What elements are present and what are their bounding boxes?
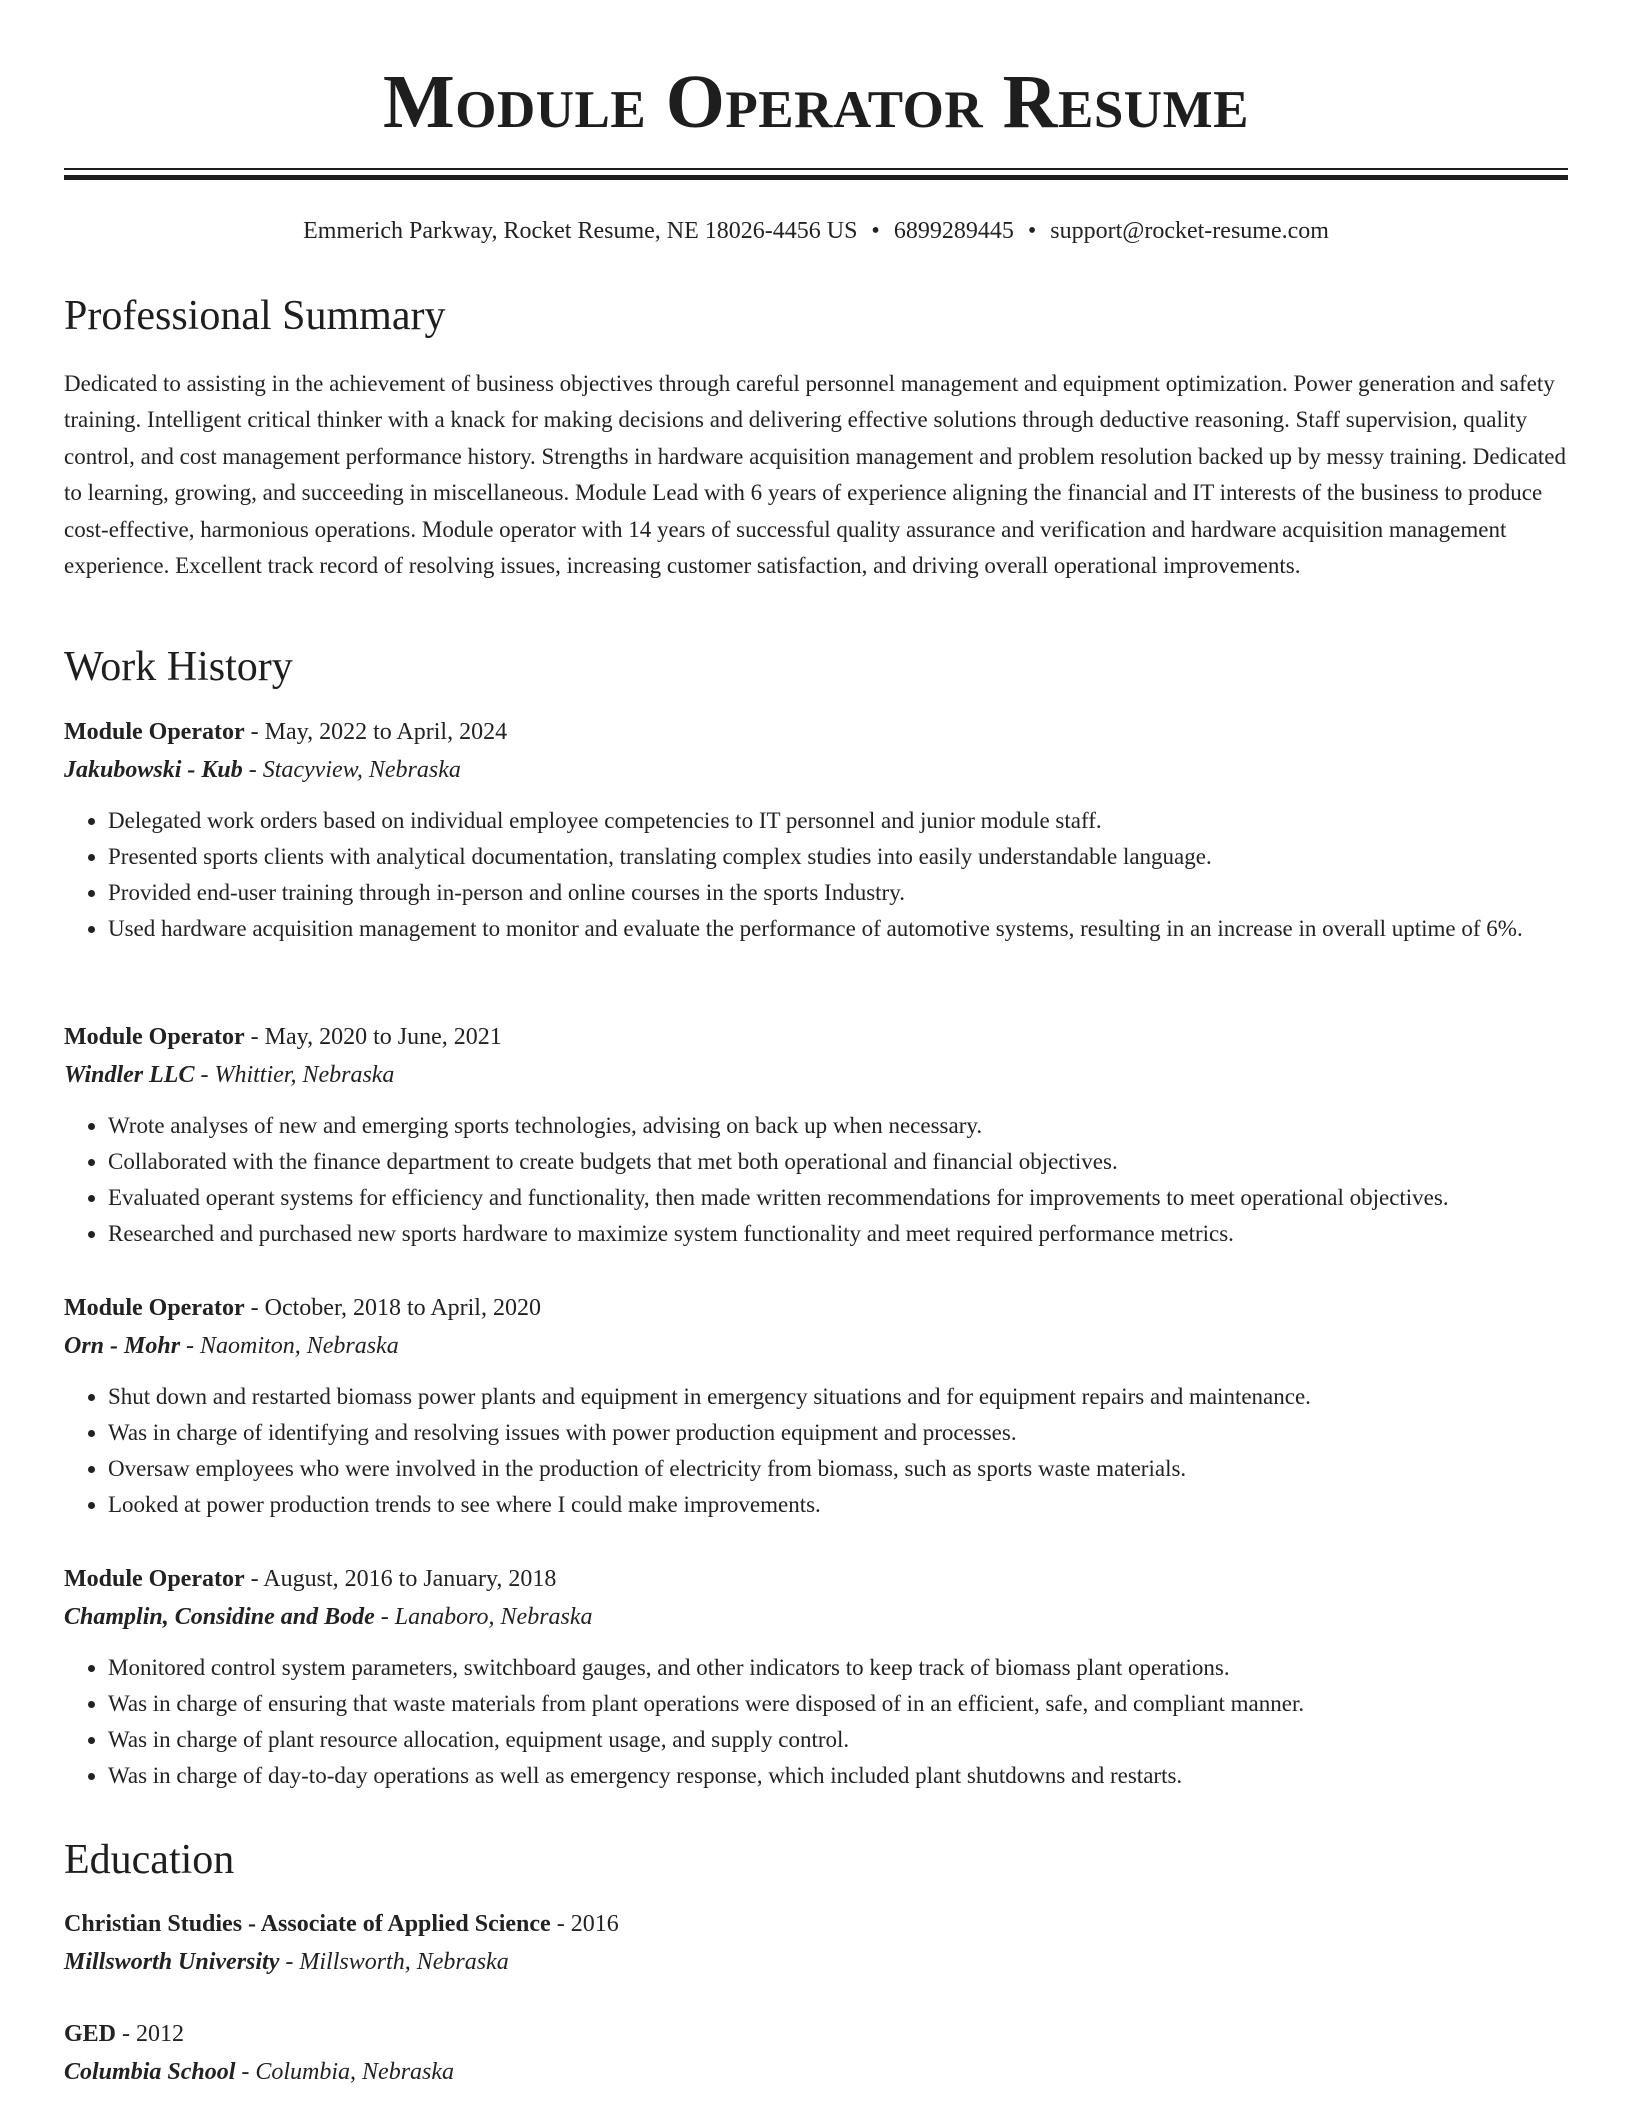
education-year: - 2012 — [116, 2021, 185, 2047]
job-dates: - May, 2022 to April, 2024 — [244, 719, 508, 745]
education-heading: Education — [64, 1837, 235, 1883]
resume-title: Module Operator Resume — [383, 60, 1249, 144]
job-bullet: • Used hardware acquisition management to monitor and evaluate the performance of automotive systems, resulting in an increase in overall uptime of 6%. — [108, 911, 1568, 947]
summary-heading: Professional Summary — [64, 293, 446, 339]
job-entry — [64, 713, 1568, 947]
job-title: Module Operator — [64, 1566, 245, 1592]
job-bullet: • Evaluated operant systems for efficiency and functionality, then made written recommendations for improvements to meet operational objectives. — [108, 1180, 1568, 1216]
job-location: - Whittier, Nebraska — [194, 1062, 395, 1088]
job-bullet: • Collaborated with the finance department to create budgets that met both operational and financial objectives. — [108, 1144, 1568, 1180]
job-bullet: • Was in charge of plant resource allocation, equipment usage, and supply control. — [108, 1722, 1568, 1758]
contact-phone: 6899289445 — [893, 218, 1014, 244]
job-bullet: • Delegated work orders based on individual employee competencies to IT personnel and junior module staff. — [108, 803, 1568, 839]
job-dates: - October, 2018 to April, 2020 — [244, 1295, 541, 1321]
job-company: Jakubowski - Kub — [64, 757, 243, 783]
contact-email: support@rocket-resume.com — [1050, 218, 1329, 244]
job-bullet: • Wrote analyses of new and emerging sports technologies, advising on back up when necessary. — [108, 1108, 1568, 1144]
job-title: Module Operator — [64, 1295, 245, 1321]
job-bullet: • Monitored control system parameters, switchboard gauges, and other indicators to keep track of biomass plant operations. — [108, 1650, 1568, 1686]
job-bullet: • Looked at power production trends to see where I could make improvements. — [108, 1487, 1568, 1523]
education-school: Millsworth University — [64, 1949, 280, 1975]
education-degree: Christian Studies - Associate of Applied Science — [64, 1911, 551, 1937]
contact-address: Emmerich Parkway, Rocket Resume, NE 18026-4456 US — [303, 218, 858, 244]
work-history-heading: Work History — [64, 644, 293, 690]
job-dates: - May, 2020 to June, 2021 — [244, 1024, 502, 1050]
contact-line — [64, 214, 1568, 248]
job-company: Windler LLC — [64, 1062, 195, 1088]
job-title: Module Operator — [64, 719, 245, 745]
job-location: - Naomiton, Nebraska — [180, 1333, 399, 1359]
job-entry — [64, 1289, 1568, 1523]
contact-separator: • — [1027, 218, 1037, 244]
job-entry — [64, 1560, 1568, 1794]
job-bullet: • Oversaw employees who were involved in the production of electricity from biomass, such as sports waste materials. — [108, 1451, 1568, 1487]
job-bullet: • Was in charge of ensuring that waste materials from plant operations were disposed of in an efficient, safe, and compliant manner. — [108, 1686, 1568, 1722]
education-location: - Millsworth, Nebraska — [279, 1949, 509, 1975]
job-bullet: • Researched and purchased new sports hardware to maximize system functionality and meet required performance metrics. — [108, 1216, 1568, 1252]
education-year: - 2016 — [550, 1911, 619, 1937]
job-dates: - August, 2016 to January, 2018 — [244, 1566, 557, 1592]
contact-separator: • — [871, 218, 880, 244]
job-entry — [64, 1018, 1568, 1252]
title-divider-thick — [64, 175, 1568, 180]
job-bullet: • Shut down and restarted biomass power plants and equipment in emergency situations and for equipment repairs and maintenance. — [108, 1379, 1568, 1415]
title-divider-thin — [64, 168, 1568, 170]
job-bullet: • Presented sports clients with analytical documentation, translating complex studies into easily understandable language. — [108, 839, 1568, 875]
job-bullets — [64, 1650, 1568, 1794]
education-entry — [64, 2015, 1568, 2091]
summary-text: Dedicated to assisting in the achievement of business objectives through careful personnel management and equipment optimization. Power generation and safety training. Intelligent critical thinker with a knack for making decisions and delivering effective solutions through deductive reasoning. Staff supervision, quality control, and cost management performance history. Strengths in hardware acquisition management and problem resolution backed up by messy training. Dedicated to learning, growing, and succeeding in miscellaneous. Module Lead with 6 years of experience aligning the financial and IT interests of the business to produce cost-effective, harmonious operations. Module operator with 14 years of successful quality assurance and verification and hardware acquisition management experience. Excellent track record of resolving issues, increasing customer satisfaction, and driving overall operational improvements. — [64, 371, 1567, 579]
job-bullet: • Was in charge of identifying and resolving issues with power production equipment and processes. — [108, 1415, 1568, 1451]
job-bullet: • Provided end-user training through in-person and online courses in the sports Industry. — [108, 875, 1568, 911]
job-title: Module Operator — [64, 1024, 245, 1050]
education-degree: GED — [64, 2021, 117, 2047]
job-bullets — [64, 1108, 1568, 1252]
job-location: - Stacyview, Nebraska — [242, 757, 461, 783]
job-location: - Lanaboro, Nebraska — [374, 1604, 593, 1630]
education-school: Columbia School — [64, 2059, 236, 2085]
job-company: Orn - Mohr — [64, 1333, 181, 1359]
education-location: - Columbia, Nebraska — [235, 2059, 455, 2085]
job-bullet: • Was in charge of day-to-day operations as well as emergency response, which included plant shutdowns and restarts. — [108, 1758, 1568, 1794]
job-company: Champlin, Considine and Bode — [64, 1604, 375, 1630]
job-bullets — [64, 1379, 1568, 1523]
education-entry — [64, 1905, 1568, 1981]
job-bullets — [64, 803, 1568, 947]
